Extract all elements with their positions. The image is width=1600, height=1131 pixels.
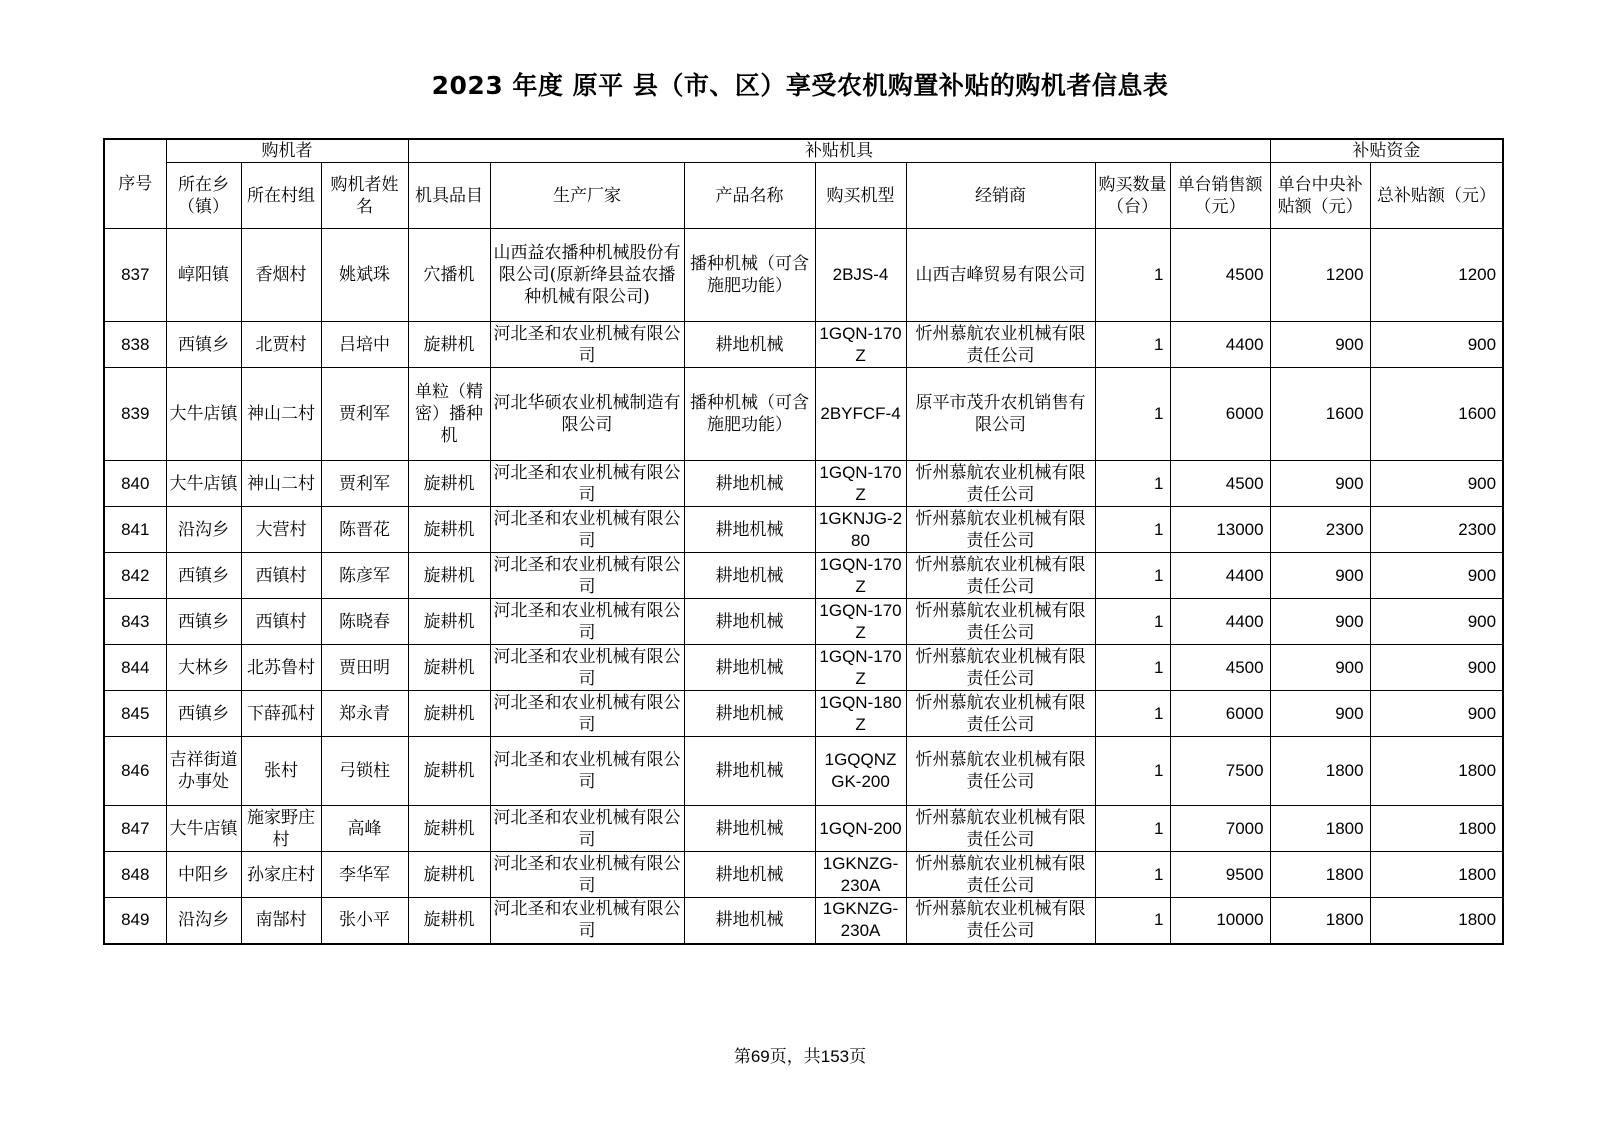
cell-seq: 841 — [104, 507, 166, 553]
page-title: 2023 年度 原平 县（市、区）享受农机购置补贴的购机者信息表 — [431, 71, 1169, 100]
cell-product: 耕地机械 — [684, 806, 815, 852]
cell-buyer-name: 吕培中 — [321, 322, 408, 368]
cell-subsidy: 900 — [1270, 461, 1370, 507]
cell-town: 吉祥街道办事处 — [166, 737, 241, 806]
col-header-town: 所在乡（镇） — [166, 163, 241, 229]
group-header-machine: 补贴机具 — [408, 139, 1270, 163]
cell-dealer: 忻州慕航农业机械有限责任公司 — [906, 852, 1095, 898]
cell-dealer: 忻州慕航农业机械有限责任公司 — [906, 461, 1095, 507]
cell-product: 播种机械（可含施肥功能） — [684, 368, 815, 461]
cell-manufacturer: 河北圣和农业机械有限公司 — [490, 322, 684, 368]
cell-seq: 838 — [104, 322, 166, 368]
cell-total: 900 — [1370, 645, 1503, 691]
cell-total: 900 — [1370, 553, 1503, 599]
col-header-product: 产品名称 — [684, 163, 815, 229]
cell-subsidy: 1800 — [1270, 737, 1370, 806]
cell-qty: 1 — [1095, 322, 1170, 368]
cell-manufacturer: 河北圣和农业机械有限公司 — [490, 645, 684, 691]
table-row — [104, 806, 1503, 852]
cell-manufacturer: 河北圣和农业机械有限公司 — [490, 737, 684, 806]
cell-product: 耕地机械 — [684, 645, 815, 691]
cell-total: 900 — [1370, 691, 1503, 737]
cell-seq: 848 — [104, 852, 166, 898]
total-pages-number: 153 — [820, 1047, 850, 1066]
cell-category: 旋耕机 — [408, 599, 490, 645]
cell-price: 9500 — [1170, 852, 1270, 898]
cell-seq: 842 — [104, 553, 166, 599]
cell-subsidy: 1600 — [1270, 368, 1370, 461]
cell-seq: 839 — [104, 368, 166, 461]
cell-seq: 844 — [104, 645, 166, 691]
cell-model: 1GQN-170Z — [815, 645, 906, 691]
cell-model: 1GQN-180Z — [815, 691, 906, 737]
cell-product: 耕地机械 — [684, 553, 815, 599]
group-header-funds: 补贴资金 — [1270, 139, 1503, 163]
cell-subsidy: 900 — [1270, 322, 1370, 368]
cell-category: 旋耕机 — [408, 645, 490, 691]
cell-price: 4500 — [1170, 461, 1270, 507]
cell-qty: 1 — [1095, 507, 1170, 553]
cell-model: 1GKNJG-280 — [815, 507, 906, 553]
cell-subsidy: 1200 — [1270, 229, 1370, 322]
cell-town: 中阳乡 — [166, 852, 241, 898]
cell-seq: 845 — [104, 691, 166, 737]
cell-town: 西镇乡 — [166, 322, 241, 368]
cell-buyer-name: 张小平 — [321, 898, 408, 944]
cell-product: 耕地机械 — [684, 507, 815, 553]
cell-town: 沿沟乡 — [166, 507, 241, 553]
col-header-total: 总补贴额（元） — [1370, 163, 1503, 229]
cell-buyer-name: 贾田明 — [321, 645, 408, 691]
cell-subsidy: 900 — [1270, 645, 1370, 691]
cell-price: 4500 — [1170, 645, 1270, 691]
cell-dealer: 忻州慕航农业机械有限责任公司 — [906, 645, 1095, 691]
buyer-info-table — [103, 138, 1504, 945]
cell-subsidy: 900 — [1270, 553, 1370, 599]
cell-seq: 846 — [104, 737, 166, 806]
col-header-dealer: 经销商 — [906, 163, 1095, 229]
cell-qty: 1 — [1095, 691, 1170, 737]
cell-buyer-name: 贾利军 — [321, 461, 408, 507]
footer-prefix: 第 — [733, 1047, 751, 1067]
table-row — [104, 461, 1503, 507]
col-header-manufacturer: 生产厂家 — [490, 163, 684, 229]
cell-manufacturer: 河北圣和农业机械有限公司 — [490, 852, 684, 898]
cell-dealer: 忻州慕航农业机械有限责任公司 — [906, 898, 1095, 944]
cell-price: 10000 — [1170, 898, 1270, 944]
cell-manufacturer: 山西益农播种机械股份有限公司(原新绛县益农播种机械有限公司) — [490, 229, 684, 322]
cell-product: 耕地机械 — [684, 691, 815, 737]
cell-price: 6000 — [1170, 368, 1270, 461]
table-row — [104, 852, 1503, 898]
cell-total: 900 — [1370, 461, 1503, 507]
cell-subsidy: 1800 — [1270, 898, 1370, 944]
cell-buyer-name: 李华军 — [321, 852, 408, 898]
cell-seq: 837 — [104, 229, 166, 322]
cell-total: 1800 — [1370, 806, 1503, 852]
table-row — [104, 229, 1503, 322]
cell-dealer: 忻州慕航农业机械有限责任公司 — [906, 806, 1095, 852]
cell-price: 4400 — [1170, 322, 1270, 368]
col-header-name: 购机者姓名 — [321, 163, 408, 229]
cell-product: 耕地机械 — [684, 737, 815, 806]
cell-town: 崞阳镇 — [166, 229, 241, 322]
cell-category: 旋耕机 — [408, 322, 490, 368]
cell-seq: 843 — [104, 599, 166, 645]
cell-manufacturer: 河北圣和农业机械有限公司 — [490, 898, 684, 944]
cell-total: 1800 — [1370, 852, 1503, 898]
cell-manufacturer: 河北华硕农业机械制造有限公司 — [490, 368, 684, 461]
cell-village: 下薛孤村 — [241, 691, 321, 737]
cell-seq: 847 — [104, 806, 166, 852]
cell-price: 7000 — [1170, 806, 1270, 852]
cell-buyer-name: 陈晋花 — [321, 507, 408, 553]
table-row — [104, 368, 1503, 461]
cell-price: 4400 — [1170, 553, 1270, 599]
cell-town: 西镇乡 — [166, 599, 241, 645]
cell-product: 耕地机械 — [684, 461, 815, 507]
cell-price: 13000 — [1170, 507, 1270, 553]
cell-subsidy: 900 — [1270, 599, 1370, 645]
cell-subsidy: 1800 — [1270, 852, 1370, 898]
cell-village: 张村 — [241, 737, 321, 806]
cell-price: 7500 — [1170, 737, 1270, 806]
cell-village: 西镇村 — [241, 599, 321, 645]
cell-dealer: 忻州慕航农业机械有限责任公司 — [906, 737, 1095, 806]
current-page-number: 69 — [750, 1047, 770, 1066]
cell-model: 1GQN-170Z — [815, 461, 906, 507]
cell-model: 1GQN-170Z — [815, 553, 906, 599]
cell-total: 1600 — [1370, 368, 1503, 461]
cell-buyer-name: 陈彦军 — [321, 553, 408, 599]
cell-category: 旋耕机 — [408, 852, 490, 898]
cell-manufacturer: 河北圣和农业机械有限公司 — [490, 553, 684, 599]
cell-model: 1GQQNZGK-200 — [815, 737, 906, 806]
cell-village: 施家野庄村 — [241, 806, 321, 852]
table-row — [104, 507, 1503, 553]
cell-town: 西镇乡 — [166, 553, 241, 599]
table-row — [104, 322, 1503, 368]
cell-qty: 1 — [1095, 645, 1170, 691]
table-row — [104, 553, 1503, 599]
col-header-seq: 序号 — [104, 139, 166, 229]
cell-qty: 1 — [1095, 553, 1170, 599]
cell-manufacturer: 河北圣和农业机械有限公司 — [490, 806, 684, 852]
cell-dealer: 山西吉峰贸易有限公司 — [906, 229, 1095, 322]
cell-buyer-name: 贾利军 — [321, 368, 408, 461]
cell-category: 穴播机 — [408, 229, 490, 322]
table-row — [104, 599, 1503, 645]
cell-buyer-name: 姚斌珠 — [321, 229, 408, 322]
cell-buyer-name: 郑永青 — [321, 691, 408, 737]
cell-village: 香烟村 — [241, 229, 321, 322]
cell-village: 南郜村 — [241, 898, 321, 944]
cell-subsidy: 900 — [1270, 691, 1370, 737]
footer-suffix: 页 — [849, 1047, 867, 1067]
group-header-row — [104, 139, 1503, 163]
cell-product: 耕地机械 — [684, 599, 815, 645]
cell-town: 西镇乡 — [166, 691, 241, 737]
cell-product: 播种机械（可含施肥功能） — [684, 229, 815, 322]
cell-category: 旋耕机 — [408, 553, 490, 599]
cell-village: 大营村 — [241, 507, 321, 553]
cell-town: 沿沟乡 — [166, 898, 241, 944]
footer-middle: 页，共 — [769, 1047, 821, 1067]
column-header-row — [104, 163, 1503, 229]
cell-dealer: 忻州慕航农业机械有限责任公司 — [906, 553, 1095, 599]
col-header-category: 机具品目 — [408, 163, 490, 229]
col-header-model: 购买机型 — [815, 163, 906, 229]
col-header-qty: 购买数量（台） — [1095, 163, 1170, 229]
cell-total: 900 — [1370, 322, 1503, 368]
cell-price: 6000 — [1170, 691, 1270, 737]
cell-total: 1800 — [1370, 737, 1503, 806]
cell-model: 2BJS-4 — [815, 229, 906, 322]
cell-buyer-name: 陈晓春 — [321, 599, 408, 645]
cell-total: 900 — [1370, 599, 1503, 645]
cell-town: 大牛店镇 — [166, 368, 241, 461]
col-header-price: 单台销售额（元） — [1170, 163, 1270, 229]
cell-total: 1800 — [1370, 898, 1503, 944]
cell-total: 2300 — [1370, 507, 1503, 553]
cell-manufacturer: 河北圣和农业机械有限公司 — [490, 461, 684, 507]
cell-village: 孙家庄村 — [241, 852, 321, 898]
cell-qty: 1 — [1095, 599, 1170, 645]
cell-subsidy: 1800 — [1270, 806, 1370, 852]
cell-village: 西镇村 — [241, 553, 321, 599]
cell-manufacturer: 河北圣和农业机械有限公司 — [490, 599, 684, 645]
table-row — [104, 691, 1503, 737]
cell-dealer: 忻州慕航农业机械有限责任公司 — [906, 322, 1095, 368]
cell-product: 耕地机械 — [684, 852, 815, 898]
cell-product: 耕地机械 — [684, 322, 815, 368]
col-header-village: 所在村组 — [241, 163, 321, 229]
cell-town: 大牛店镇 — [166, 806, 241, 852]
table-row — [104, 737, 1503, 806]
col-header-subsidy: 单台中央补贴额（元） — [1270, 163, 1370, 229]
cell-qty: 1 — [1095, 229, 1170, 322]
cell-category: 旋耕机 — [408, 691, 490, 737]
cell-town: 大牛店镇 — [166, 461, 241, 507]
cell-village: 神山二村 — [241, 461, 321, 507]
cell-dealer: 忻州慕航农业机械有限责任公司 — [906, 599, 1095, 645]
cell-qty: 1 — [1095, 461, 1170, 507]
cell-qty: 1 — [1095, 368, 1170, 461]
table-body — [104, 229, 1503, 944]
cell-buyer-name: 弓锁柱 — [321, 737, 408, 806]
cell-model: 1GQN-170Z — [815, 599, 906, 645]
group-header-buyer: 购机者 — [166, 139, 408, 163]
cell-model: 1GQN-170Z — [815, 322, 906, 368]
table-row — [104, 645, 1503, 691]
cell-model: 1GKNZG-230A — [815, 852, 906, 898]
cell-town: 大林乡 — [166, 645, 241, 691]
cell-qty: 1 — [1095, 852, 1170, 898]
cell-category: 旋耕机 — [408, 806, 490, 852]
cell-dealer: 忻州慕航农业机械有限责任公司 — [906, 507, 1095, 553]
cell-model: 1GQN-200 — [815, 806, 906, 852]
cell-model: 2BYFCF-4 — [815, 368, 906, 461]
cell-manufacturer: 河北圣和农业机械有限公司 — [490, 691, 684, 737]
cell-product: 耕地机械 — [684, 898, 815, 944]
cell-total: 1200 — [1370, 229, 1503, 322]
cell-dealer: 原平市茂升农机销售有限公司 — [906, 368, 1095, 461]
cell-price: 4500 — [1170, 229, 1270, 322]
cell-category: 单粒（精密）播种机 — [408, 368, 490, 461]
cell-price: 4400 — [1170, 599, 1270, 645]
table-row — [104, 898, 1503, 944]
cell-model: 1GKNZG-230A — [815, 898, 906, 944]
cell-category: 旋耕机 — [408, 507, 490, 553]
cell-seq: 849 — [104, 898, 166, 944]
cell-qty: 1 — [1095, 806, 1170, 852]
cell-category: 旋耕机 — [408, 737, 490, 806]
cell-village: 北苏鲁村 — [241, 645, 321, 691]
cell-qty: 1 — [1095, 898, 1170, 944]
cell-category: 旋耕机 — [408, 461, 490, 507]
cell-category: 旋耕机 — [408, 898, 490, 944]
page-footer — [0, 1042, 1600, 1067]
cell-seq: 840 — [104, 461, 166, 507]
cell-dealer: 忻州慕航农业机械有限责任公司 — [906, 691, 1095, 737]
cell-village: 北贾村 — [241, 322, 321, 368]
cell-village: 神山二村 — [241, 368, 321, 461]
cell-subsidy: 2300 — [1270, 507, 1370, 553]
cell-buyer-name: 高峰 — [321, 806, 408, 852]
cell-qty: 1 — [1095, 737, 1170, 806]
cell-manufacturer: 河北圣和农业机械有限公司 — [490, 507, 684, 553]
